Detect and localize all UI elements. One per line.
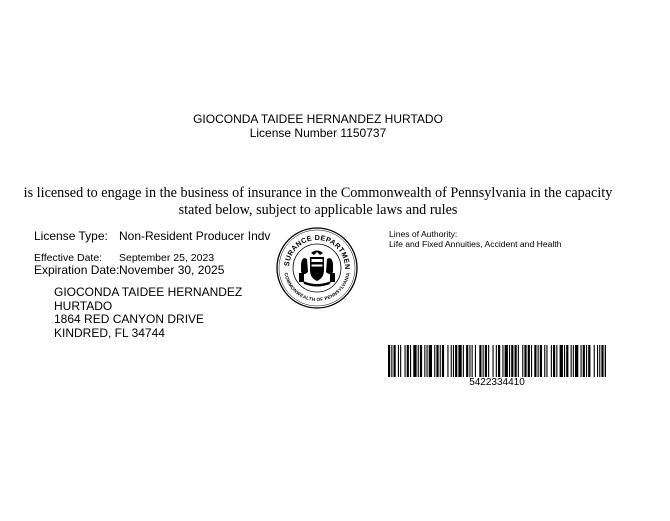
barcode-bar bbox=[498, 345, 500, 377]
license-type-label: License Type: bbox=[34, 229, 108, 243]
address-line-4: KINDRED, FL 34744 bbox=[54, 325, 165, 340]
barcode-bar bbox=[429, 345, 432, 377]
barcode-bar bbox=[601, 345, 603, 377]
barcode-bar bbox=[466, 345, 468, 377]
barcode-bar bbox=[451, 345, 452, 377]
barcode-bar bbox=[472, 345, 473, 377]
barcode-bar bbox=[597, 345, 598, 377]
barcode-bar bbox=[496, 345, 497, 377]
barcode-bar bbox=[564, 345, 565, 377]
barcode-bar bbox=[424, 345, 425, 377]
barcode-bar bbox=[599, 345, 600, 377]
barcode-bar bbox=[483, 345, 484, 377]
mailing-address bbox=[54, 286, 242, 340]
barcode-bar bbox=[556, 345, 557, 377]
address-line-1: GIOCONDA TAIDEE HERNANDEZ bbox=[54, 285, 243, 299]
barcode-bar bbox=[505, 345, 508, 377]
license-number: License Number 1150737 bbox=[249, 126, 387, 140]
barcode-bar bbox=[553, 345, 555, 377]
licensee-name: GIOCONDA TAIDEE HERNANDEZ HURTADO bbox=[193, 112, 443, 126]
state-seal-icon bbox=[275, 226, 359, 310]
statement-line-2: stated below, subject to applicable laws and rules bbox=[178, 201, 458, 218]
barcode-bar bbox=[531, 345, 532, 377]
barcode-bar bbox=[388, 345, 390, 377]
license-type-value: Non-Resident Producer Indv bbox=[119, 229, 271, 243]
barcode-bar bbox=[413, 345, 416, 377]
address-line-2: HURTADO bbox=[54, 298, 113, 313]
barcode-bar bbox=[418, 345, 419, 377]
barcode-bar bbox=[518, 345, 519, 377]
barcode-bar bbox=[588, 345, 590, 377]
barcode-bar bbox=[511, 345, 513, 377]
barcode-bar bbox=[453, 345, 454, 377]
barcode-bar bbox=[551, 345, 552, 377]
barcode-bar bbox=[583, 345, 585, 377]
seal-top-text: SURANCE DEPARTMEN bbox=[282, 232, 353, 270]
barcode-bar bbox=[573, 345, 574, 377]
address-line-3: 1864 RED CANYON DRIVE bbox=[54, 312, 205, 327]
barcode-bar bbox=[544, 345, 545, 377]
barcode-icon bbox=[388, 345, 606, 377]
license-statement bbox=[20, 185, 616, 218]
barcode-bar bbox=[427, 345, 428, 377]
barcode-bar bbox=[485, 345, 487, 377]
effective-date-label: Effective Date: bbox=[34, 252, 103, 264]
barcode-bar bbox=[479, 345, 481, 377]
barcode-bar bbox=[524, 345, 526, 377]
barcode-bar bbox=[394, 345, 396, 377]
barcode-bar bbox=[594, 345, 595, 377]
barcode-bar bbox=[447, 345, 448, 377]
barcode-bar bbox=[410, 345, 411, 377]
barcode-bar bbox=[463, 345, 464, 377]
barcode-bar bbox=[455, 345, 457, 377]
barcode-bar bbox=[575, 345, 578, 377]
barcode-bar bbox=[581, 345, 582, 377]
barcode-bar bbox=[398, 345, 399, 377]
barcode-bar bbox=[436, 345, 438, 377]
barcode-bar bbox=[469, 345, 470, 377]
barcode-bar bbox=[434, 345, 435, 377]
barcode-bar bbox=[522, 345, 523, 377]
barcode-bar bbox=[502, 345, 503, 377]
barcode-bar bbox=[488, 345, 489, 377]
barcode-bar bbox=[586, 345, 587, 377]
barcode-bar bbox=[475, 345, 476, 377]
barcode-bar bbox=[560, 345, 563, 377]
barcode-bar bbox=[528, 345, 530, 377]
barcode-bar bbox=[400, 345, 401, 377]
barcode-bar bbox=[442, 345, 444, 377]
effective-date-value: September 25, 2023 bbox=[119, 252, 215, 264]
statement-line-1: is licensed to engage in the business of insurance in the Commonwealth of Pennsylvania in the capacity bbox=[23, 185, 613, 201]
barcode-bar bbox=[458, 345, 461, 377]
barcode-bar bbox=[538, 345, 539, 377]
barcode-bar bbox=[571, 345, 572, 377]
seal-bottom-text: COMMONWEALTH OF PENNSYLVANIA bbox=[283, 272, 351, 303]
barcode-bar bbox=[440, 345, 441, 377]
expiration-date-label: Expiration Date: bbox=[34, 263, 120, 277]
barcode-bar bbox=[509, 345, 510, 377]
barcode-bar bbox=[493, 345, 494, 377]
barcode-bar bbox=[534, 345, 536, 377]
barcode-bar bbox=[546, 345, 547, 377]
barcode-bar bbox=[391, 345, 392, 377]
lines-of-authority-heading: Lines of Authority: bbox=[389, 229, 458, 239]
barcode-bar bbox=[515, 345, 517, 377]
barcode-bar bbox=[605, 345, 606, 377]
barcode-bar bbox=[540, 345, 542, 377]
expiration-date-value: November 30, 2025 bbox=[119, 263, 225, 277]
barcode-bar bbox=[566, 345, 568, 377]
lines-of-authority-text: Life and Fixed Annuities, Accident and Health bbox=[389, 239, 562, 249]
barcode-bar bbox=[420, 345, 422, 377]
barcode-bar bbox=[405, 345, 406, 377]
barcode-bar bbox=[407, 345, 409, 377]
barcode-number: 5422334410 bbox=[469, 377, 525, 388]
